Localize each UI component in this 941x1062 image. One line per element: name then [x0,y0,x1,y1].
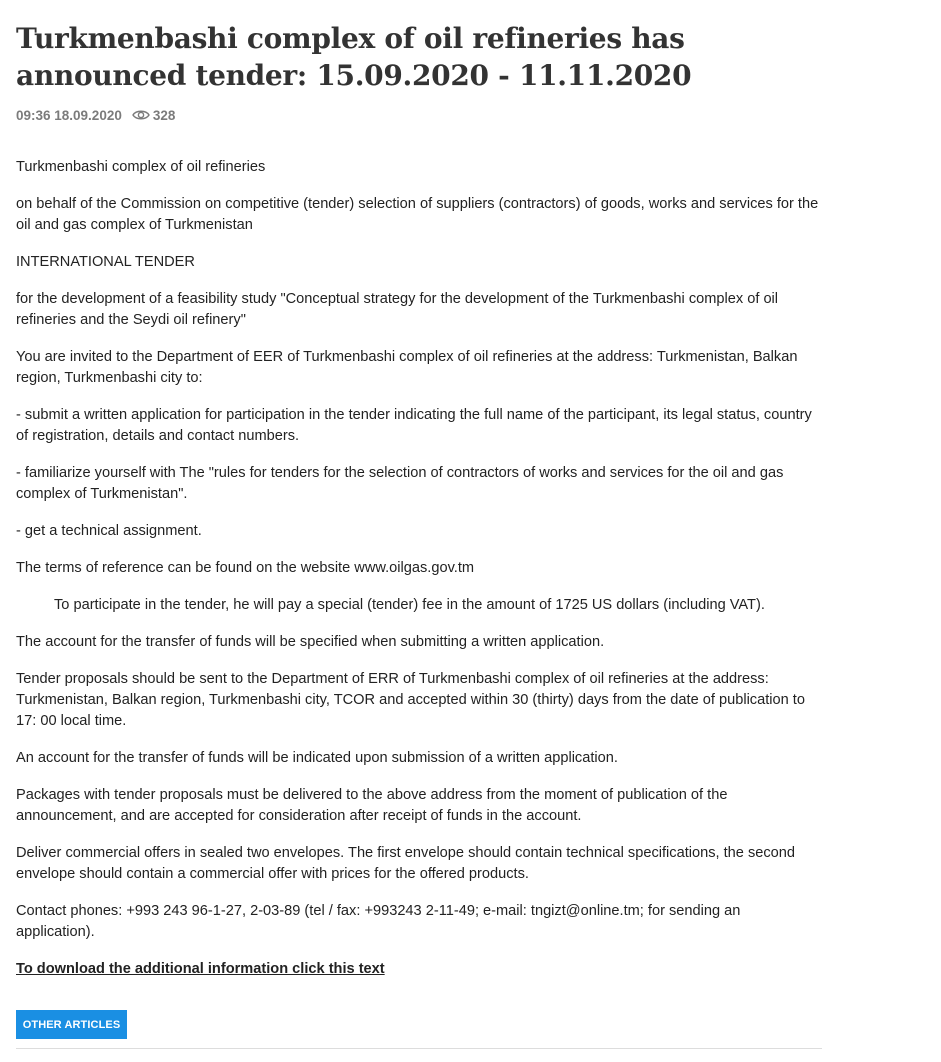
article-title: Turkmenbashi complex of oil refineries has announced tender: 15.09.2020 - 11.11.2020 [16,22,692,92]
paragraph: An account for the transfer of funds will be indicated upon submission of a written application. [16,750,618,766]
article [16,0,822,980]
paragraph: - submit a written application for participation in the tender indicating the full name of the participant, its legal status, country of registration, details and contact numbers. [16,407,812,444]
download-info-link[interactable]: To download the additional information click this text [16,961,385,977]
paragraph: Turkmenbashi complex of oil refineries [16,159,266,175]
article-meta [16,105,822,125]
paragraph: on behalf of the Commission on competitive (tender) selection of suppliers (contractors) of goods, works and services for the oil and gas complex of Turkmenistan [16,196,819,233]
paragraph: The terms of reference can be found on the website www.oilgas.gov.tm [16,560,475,576]
paragraph: The account for the transfer of funds will be specified when submitting a written application. [16,634,605,650]
paragraph: INTERNATIONAL TENDER [16,254,195,270]
publish-datetime: 09:36 18.09.2020 [16,107,122,123]
paragraph: To participate in the tender, he will pay a special (tender) fee in the amount of 1725 US dollars (including VAT). [54,597,765,613]
divider [16,1048,822,1049]
paragraph: Tender proposals should be sent to the Department of ERR of Turkmenbashi complex of oil refineries at the address: Turkmenistan, Balkan region, Turkmenbashi city, TCOR and accepted within 30 (thirty) days from the date of publication to 17: 00 local time. [16,671,805,729]
eye-icon [132,109,150,121]
view-count-value: 328 [152,107,176,123]
view-count [132,108,176,123]
paragraph: You are invited to the Department of EER of Turkmenbashi complex of oil refineries at the address: Turkmenistan, Balkan region, Turkmenbashi city to: [16,349,798,386]
paragraph: Contact phones: +993 243 96-1-27, 2-03-89 (tel / fax: +993243 2-11-49; e-mail: tngizt@online.tm; for sending an application). [16,903,741,940]
paragraph: - familiarize yourself with The "rules for tenders for the selection of contractors of works and services for the oil and gas complex of Turkmenistan". [16,465,784,502]
article-body [16,157,822,980]
paragraph: for the development of a feasibility study "Conceptual strategy for the development of the Turkmenbashi complex of oil refineries and the Seydi oil refinery" [16,291,779,328]
paragraph: Deliver commercial offers in sealed two envelopes. The first envelope should contain technical specifications, the second envelope should contain a commercial offer with prices for the offered products. [16,845,796,882]
paragraph: - get a technical assignment. [16,523,202,539]
other-articles-button[interactable]: OTHER ARTICLES [16,1010,127,1039]
paragraph: Packages with tender proposals must be delivered to the above address from the moment of publication of the announcement, and are accepted for consideration after receipt of funds in the account. [16,787,728,824]
